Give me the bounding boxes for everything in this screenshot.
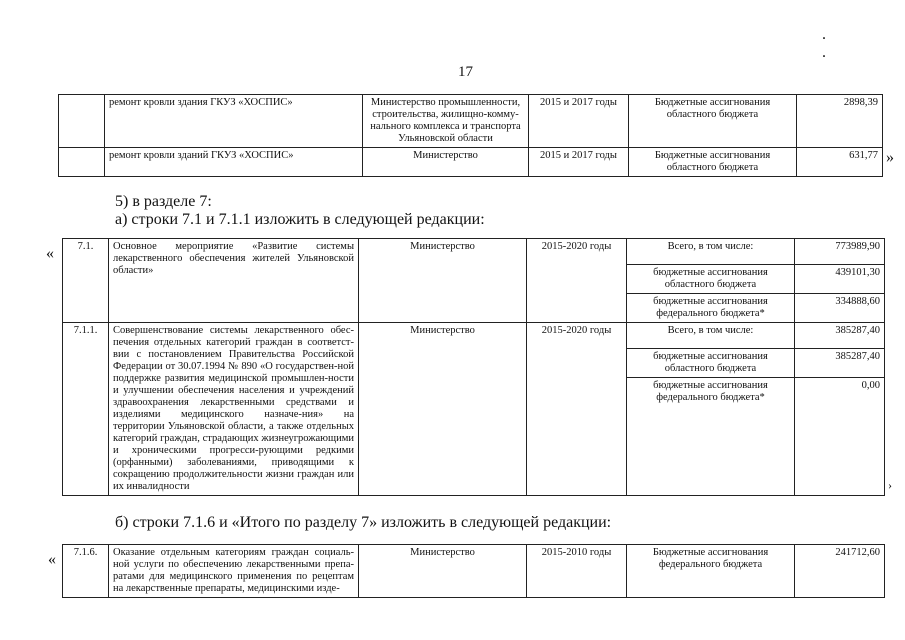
table-row <box>59 148 883 177</box>
table-row <box>63 323 885 349</box>
opening-quote: « <box>46 245 54 262</box>
table-row <box>59 95 883 148</box>
amount-total: 773989,90 <box>795 239 885 265</box>
row-source: Бюджетные ассигнования областного бюджета <box>629 148 797 177</box>
source-federal: бюджетные ассигнования федерального бюджета* <box>627 294 795 323</box>
amount-regional: 439101,30 <box>795 265 885 294</box>
row-amount: 631,77 <box>797 148 883 177</box>
subsection-a-heading: а) строки 7.1 и 7.1.1 изложить в следующей редакции: <box>115 211 485 228</box>
row-years: 2015 и 2017 годы <box>529 95 629 148</box>
opening-quote: « <box>48 551 56 568</box>
closing-quote: › <box>888 478 892 492</box>
table-row <box>63 545 885 598</box>
subsection-b-heading: б) строки 7.1.6 и «Итого по разделу 7» изложить в следующей редакции: <box>115 514 612 531</box>
row-amount: 241712,60 <box>795 545 885 598</box>
table-row-716 <box>62 544 885 598</box>
closing-quote: » <box>886 149 894 166</box>
source-total: Всего, в том числе: <box>627 239 795 265</box>
row-source: Бюджетные ассигнования областного бюджета <box>629 95 797 148</box>
row-executor: Министерство <box>363 148 529 177</box>
row-description: Оказание отдельным категориям граждан социаль-ной услуги по обеспечению лекарственными препа-ратами для медицинского применения по рецептам на лекарственные препараты, медицинскими изде- <box>109 545 359 598</box>
corner-marks: . . <box>822 26 852 61</box>
row-source: Бюджетные ассигнования федерального бюджета <box>627 545 795 598</box>
amount-total: 385287,40 <box>795 323 885 349</box>
row-number: 7.1.1. <box>63 323 109 496</box>
amount-federal: 334888,60 <box>795 294 885 323</box>
row-executor: Министерство промышленности, строительства, жилищно-комму-нального комплекса и транспорта Ульяновской области <box>363 95 529 148</box>
amount-federal: 0,00 <box>795 378 885 496</box>
row-years: 2015-2020 годы <box>527 239 627 323</box>
source-total: Всего, в том числе: <box>627 323 795 349</box>
row-number <box>59 148 105 177</box>
table-row <box>63 239 885 265</box>
row-executor: Министерство <box>359 323 527 496</box>
table-section-7 <box>62 238 885 496</box>
source-regional: бюджетные ассигнования областного бюджета <box>627 265 795 294</box>
row-years: 2015 и 2017 годы <box>529 148 629 177</box>
row-number: 7.1.6. <box>63 545 109 598</box>
table-top <box>58 94 883 177</box>
row-description: ремонт кровли зданий ГКУЗ «ХОСПИС» <box>105 148 363 177</box>
source-federal: бюджетные ассигнования федерального бюджета* <box>627 378 795 496</box>
section-heading: 5) в разделе 7: <box>115 193 212 210</box>
row-executor: Министерство <box>359 545 527 598</box>
row-years: 2015-2010 годы <box>527 545 627 598</box>
row-description: Основное мероприятие «Развитие системы лекарственного обеспечения жителей Ульяновской области» <box>109 239 359 323</box>
row-years: 2015-2020 годы <box>527 323 627 496</box>
row-description: ремонт кровли здания ГКУЗ «ХОСПИС» <box>105 95 363 148</box>
row-description: Совершенствование системы лекарственного обес-печения отдельных категорий граждан в соответст-вии с постановлением Правительства Российской Федерации от 30.07.1994 № 890 «О государствен-ной поддержке развития медицинской промышлен-ности и улучшении обеспечения населения и учреждений здравоохранения лекарственными средствами и изделиями медицинского назначе-ния» на территории Ульяновской области, а также отдельных категорий граждан, страдающих жизнеугрожающими и хроническими прогресси-рующими редкими (орфанными) заболеваниями, приводящими к сокращению продолжительности жизни граждан или их инвалидности <box>109 323 359 496</box>
row-number <box>59 95 105 148</box>
row-executor: Министерство <box>359 239 527 323</box>
amount-regional: 385287,40 <box>795 349 885 378</box>
page-number: 17 <box>458 64 473 80</box>
source-regional: бюджетные ассигнования областного бюджета <box>627 349 795 378</box>
row-number: 7.1. <box>63 239 109 323</box>
row-amount: 2898,39 <box>797 95 883 148</box>
